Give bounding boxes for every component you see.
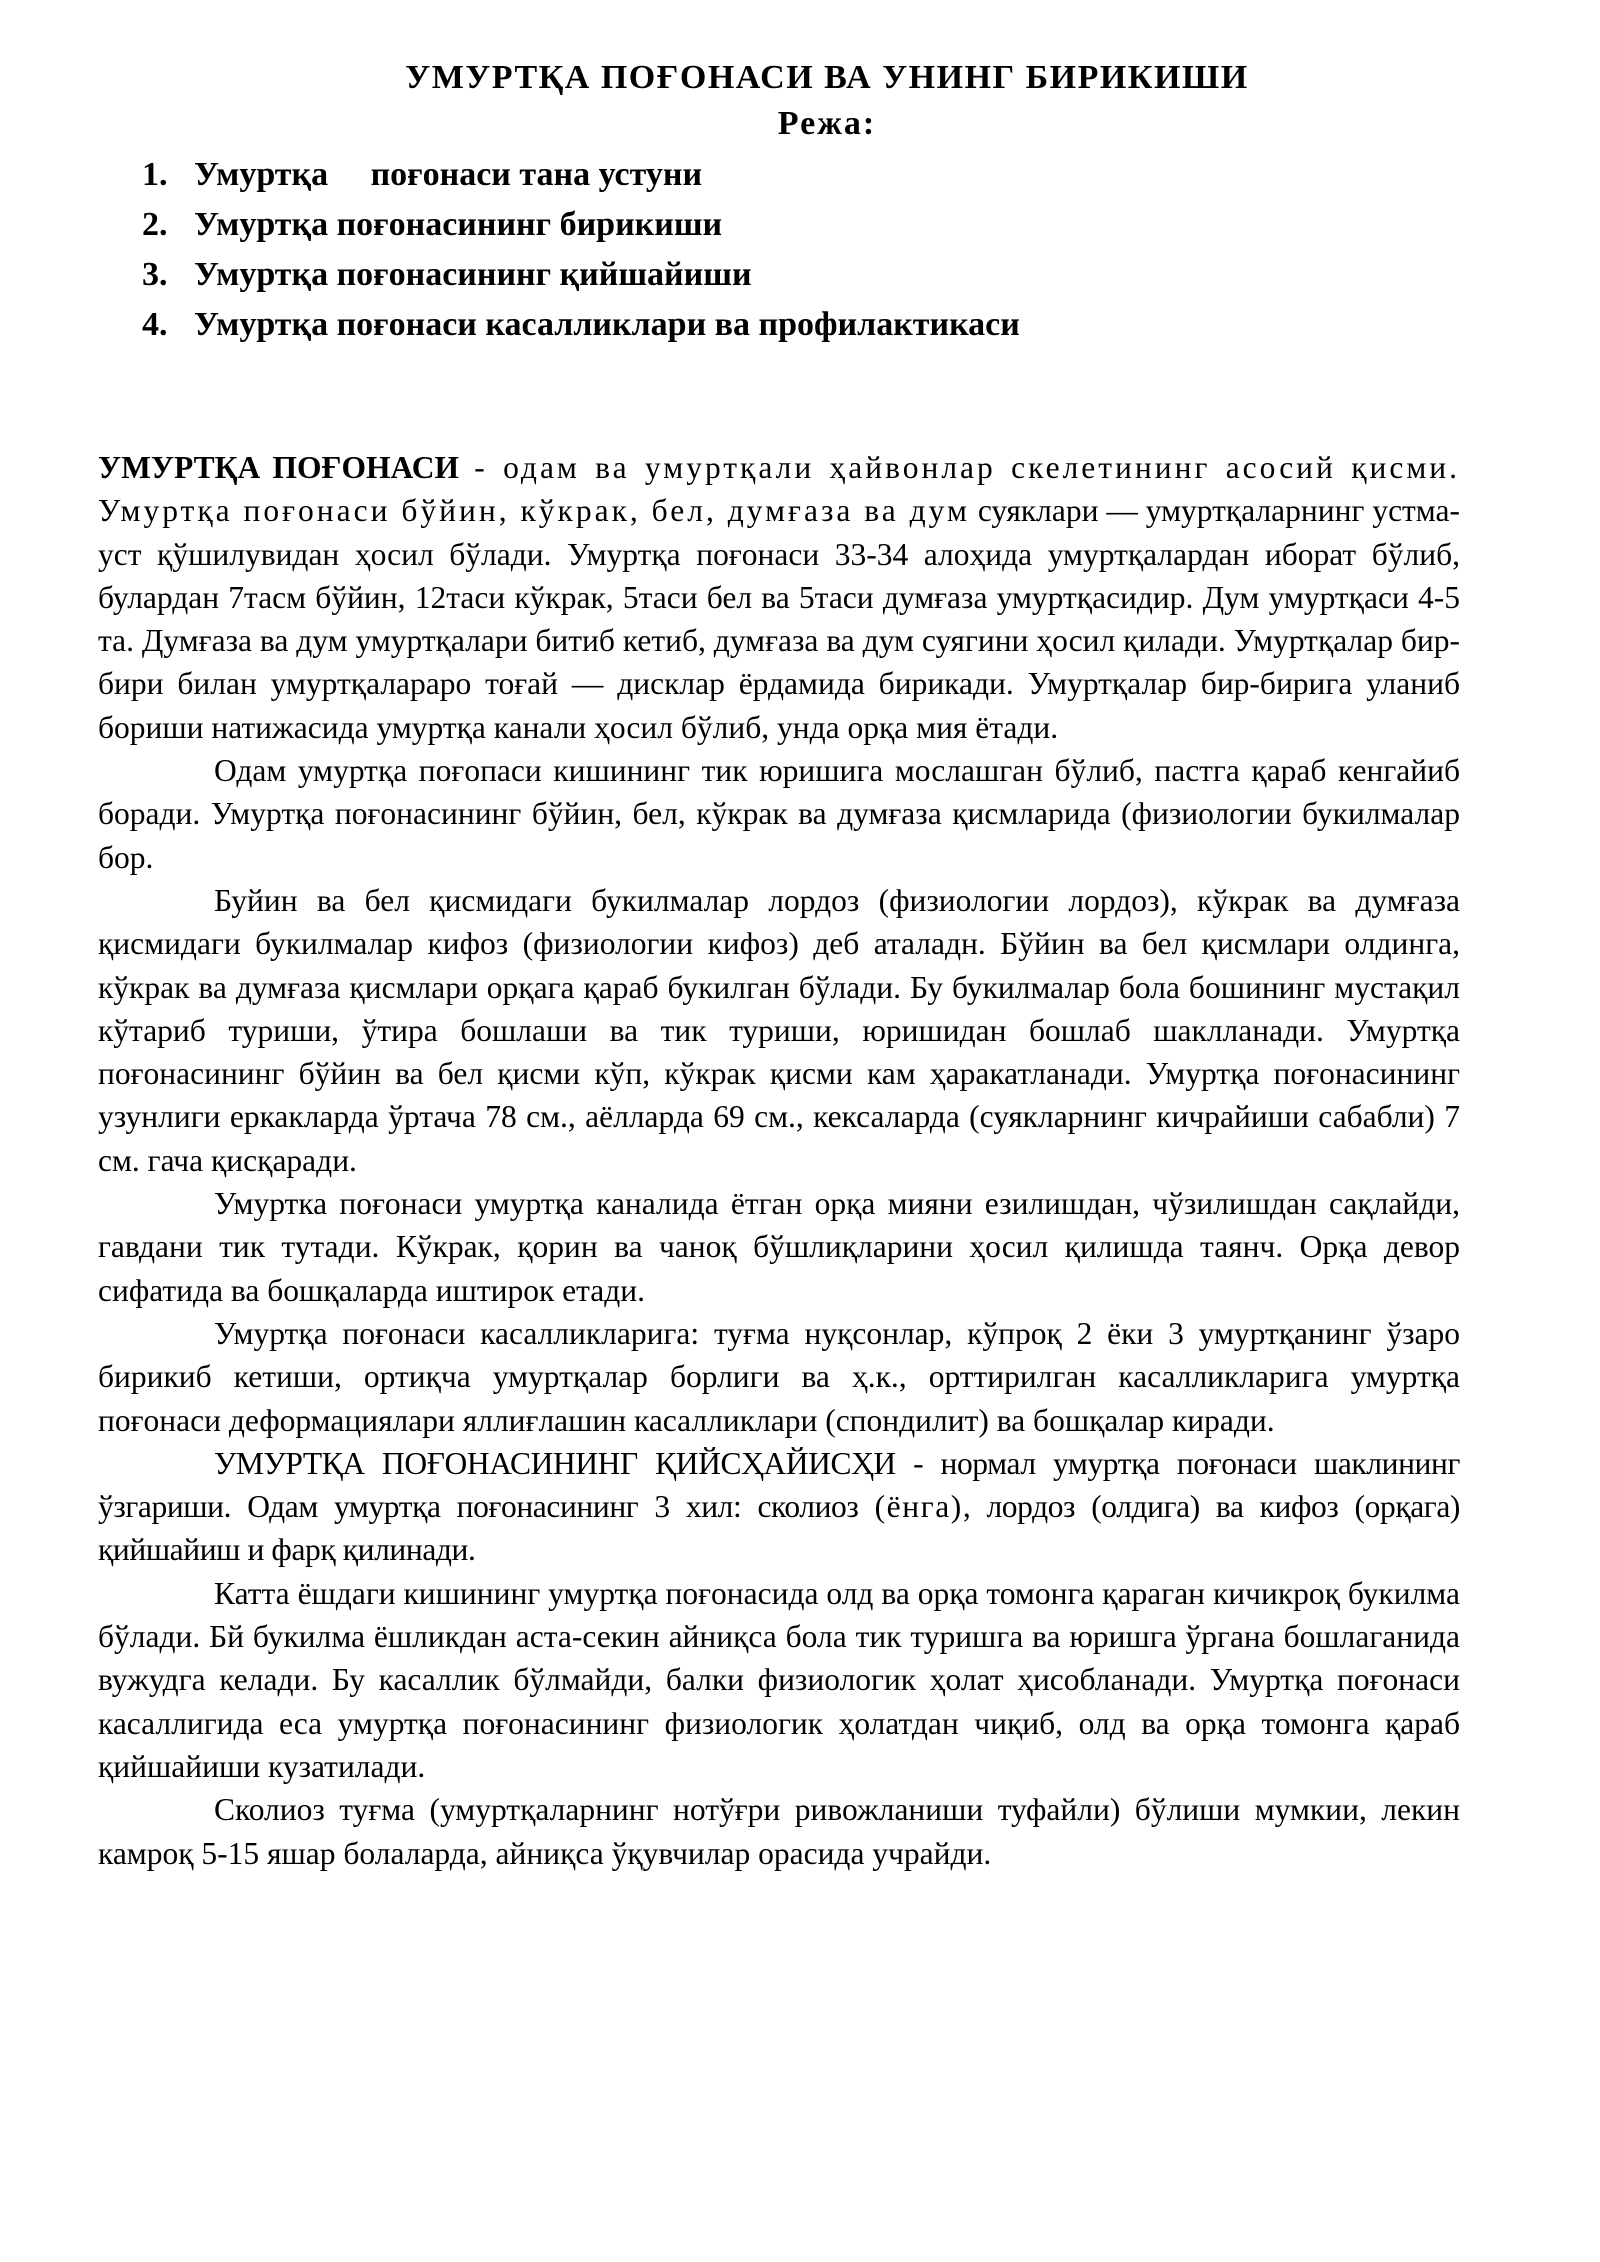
paragraph-lead-term: УМУРТҚА ПОҒОНАСИНИНГ ҚИЙСҲАЙИСҲИ — [214, 1445, 896, 1481]
document-title: УМУРТҚА ПОҒОНАСИ ВА УНИНГ БИРИКИШИ — [405, 59, 1249, 96]
document-page — [98, 56, 1460, 1875]
plan-item-number: 4. — [142, 306, 168, 343]
paragraph-lead-term: УМУРТҚА ПОҒОНАСИ — [98, 450, 459, 485]
paragraph: Катта ёшдаги кишининг умуртқа поғонасида олд ва орқа томонга қараган кичикроқ букилма бўлади. Бй букилма ёшликдан аста-секин айниқса бола тик туришга ва юришга ўргана бошлаганида вужудга келади. Бу касаллик бўлмайди, балки физиологик ҳолат ҳисобланади. Умуртқа поғонаси касаллигида еса умуртқа поғонасининг физиологик ҳолатдан чиқиб, олд ва орқа томонга қараб қийшайиши кузатилади. — [98, 1575, 1460, 1784]
paragraph-text: , лордоз (олдига) ва кифоз (орқага) қийшайиш и фарқ қилинади. — [98, 1489, 1460, 1568]
plan-item-text: Умуртқа поғонаси касалликлари ва профилактикаси — [194, 306, 1020, 343]
paragraph-text-spaced: - одам ва умуртқали ҳайвонлар скелетининг асосий қисми. Умуртқа поғонаси бўйин, кўкрак, бел, думғаза ва дум — [98, 450, 1461, 529]
plan-item-text: Умуртқа поғонасининг қийшайиши — [194, 256, 752, 293]
plan-item — [142, 250, 1460, 300]
plan-item — [142, 300, 1460, 350]
paragraph-curvature — [98, 1442, 1460, 1572]
body-text — [98, 446, 1460, 1875]
paragraph-definition — [98, 446, 1460, 749]
paragraph: Одам умуртқа поғопаси кишининг тик юришига мослашган бўлиб, пастга қараб кенгайиб боради. Умуртқа поғонасининг бўйин, бел, кўкрак ва думғаза қисмларида (физиологии букилмалар бор. — [98, 753, 1460, 875]
paragraph: Умуртка поғонаси умуртқа каналида ётган орқа мияни езилишдан, чўзилишдан сақлайди, гавдани тик тутади. Кўкрак, қорин ва чаноқ бўшлиқларини ҳосил қилишда таянч. Орқа девор сифатида ва бошқаларда иштирок етади. — [98, 1186, 1460, 1308]
paragraph: Умуртқа поғонаси касалликларига: туғма нуқсонлар, кўпроқ 2 ёки 3 умуртқанинг ўзаро бирикиб кетиши, ортиқча умуртқалар борлиги ва ҳ.к., орттирилган касалликларига умуртқа поғонаси деформациялари яллиғлашин касалликлари (спондилит) ва бошқалар киради. — [98, 1315, 1460, 1438]
plan-list — [98, 150, 1460, 350]
plan-item-text: Умуртқа поғонаси тана устуни — [194, 156, 703, 193]
paragraph-text-spaced: (ёнга) — [874, 1489, 963, 1525]
plan-item-number: 3. — [142, 256, 168, 293]
plan-item-number: 1. — [142, 156, 168, 193]
paragraph-text: суяклари — умуртқаларнинг устма-уст қўшилувидан ҳосил бўлади. Умуртқа поғонаси 33-34 алоҳида умуртқалардан иборат бўлиб, булардан 7тасм бўйин, 12таси кўкрак, 5таси бел ва 5таси думғаза умуртқасидир. Дум умуртқаси 4-5 та. Думғаза ва дум умуртқалари битиб кетиб, думғаза ва дум суягини ҳосил қилади. Умуртқалар бир-бири билан умуртқалараро тоғай — дисклар ёрдамида бирикади. Умуртқалар бир-бирига уланиб бориши натижасида умуртқа канали ҳосил бўлиб, унда орқа мия ётади. — [98, 493, 1460, 745]
plan-item — [142, 200, 1460, 250]
plan-heading: Режа: — [777, 105, 877, 142]
paragraph-text: - нормал умуртқа поғонаси шаклининг ўзгариши. Одам умуртқа поғонасининг 3 хил: сколиоз — [98, 1445, 1460, 1525]
paragraph: Буйин ва бел қисмидаги букилмалар лордоз (физиологии лордоз), кўкрак ва думғаза қисмидаги букилмалар кифоз (физиологии кифоз) деб аталадн. Бўйин ва бел қисмлари олдинга, кўкрак ва думғаза қисмлари орқага қараб букилган бўлади. Бу букилмалар бола бошининг мустақил кўтариб туриши, ўтира бошлаши ва тик туриши, юришидан бошлаб шаклланади. Умуртқа поғонасининг бўйин ва бел қисми кўп, кўкрак қисми кам ҳаракатланади. Умуртқа поғонасининг узунлиги еркакларда ўртача 78 см., аёлларда 69 см., кексаларда (суякларнинг кичрайиши сабабли) 7 см. гача қисқаради. — [98, 882, 1460, 1178]
plan-item-text: Умуртқа поғонасининг бирикиши — [194, 206, 723, 243]
paragraph: Сколиоз туғма (умуртқаларнинг нотўғри ривожланиши туфайли) бўлиши мумкии, лекин камроқ 5-15 яшар болаларда, айниқса ўқувчилар орасида учрайди. — [98, 1792, 1460, 1871]
plan-item — [142, 150, 1460, 200]
plan-item-number: 2. — [142, 206, 168, 243]
